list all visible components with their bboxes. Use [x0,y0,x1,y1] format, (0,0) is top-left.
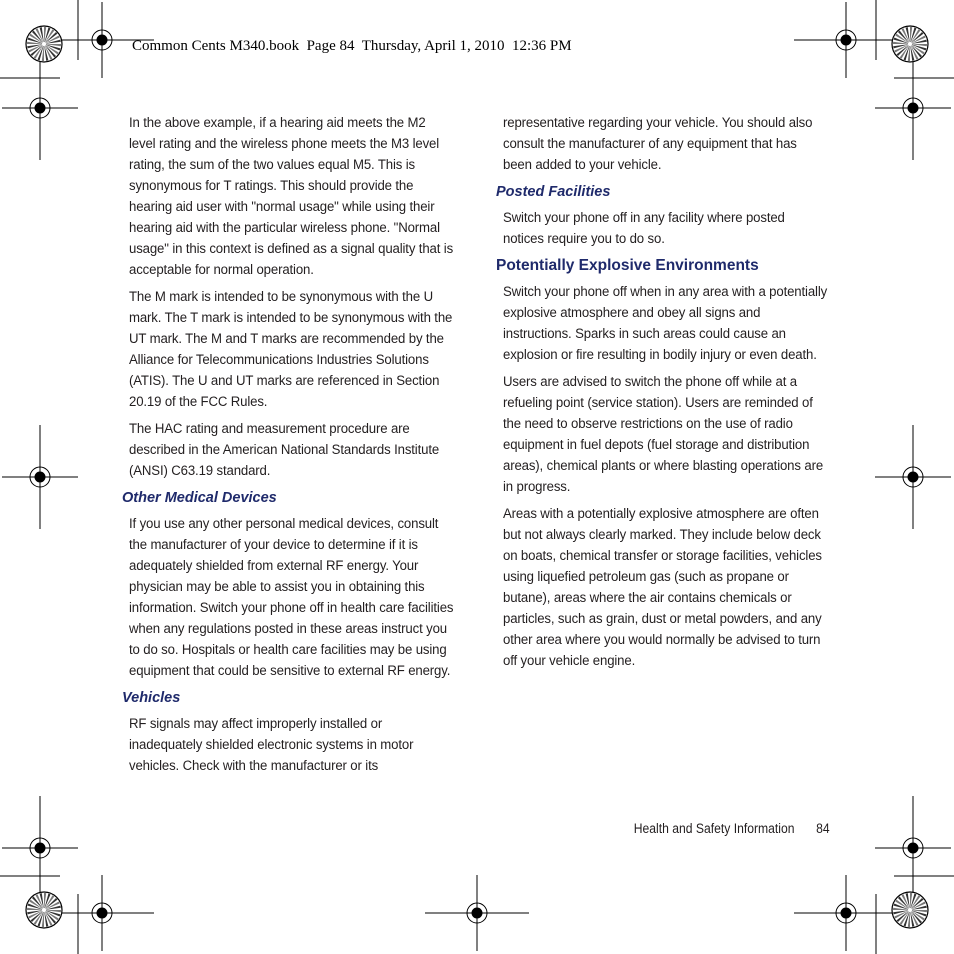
paragraph-refueling-point: Users are advised to switch the phone off while at a refueling point (service station). Users are reminded of the need to observe restrictions on the use of radio equipment in fuel depots (fuel storage and distribution areas), chemical plants or where blasting operations are in progress. [503,374,824,495]
star-target-mark [892,26,928,62]
star-target-mark [892,892,928,928]
registration-mark [50,875,154,951]
book-header: Common Cents M340.book Page 84 Thursday, April 1, 2010 12:36 PM [132,38,572,54]
paragraph-hac-rating: The HAC rating and measurement procedure are described in the American National Standards Institute (ANSI) C63.19 standard. [129,421,440,479]
paragraph-explosive-areas: Areas with a potentially explosive atmosphere are often but not always clearly marked. They include below deck on boats, chemical transfer or storage facilities, vehicles using liquefied petroleum gas (such as propane or butane), areas where the air contains chemicals or particles, such as grain, dust or metal powders, and any other area where you would normally be advised to turn off your vehicle engine. [503,506,822,669]
paragraph-vehicles: RF signals may affect improperly installed or inadequately shielded electronic systems in motor vehicles. Check with the manufacturer or its [129,716,414,774]
left-column [122,113,460,783]
paragraph-m-t-rating-example: In the above example, if a hearing aid meets the M2 level rating and the wireless phone meets the M3 level rating, the sum of the two values equal M5. This is synonymous for T ratings. This should provide the hearing aid user with "normal usage" while using their hearing aid with the particular wireless phone. "Normal usage" in this context is defined as a signal quality that is acceptable for normal operation. [129,115,454,278]
heading-other-medical-devices: Other Medical Devices [122,490,277,506]
registration-mark [875,56,951,160]
registration-mark [794,2,898,78]
paragraph-explosive-signs: Switch your phone off when in any area with a potentially explosive atmosphere and obey all signs and instructions. Sparks in such areas could cause an explosion or fire resulting in bodily injury or even death. [503,284,828,363]
heading-potentially-explosive-environments: Potentially Explosive Environments [496,257,759,274]
footer-section-title: Health and Safety Information [634,821,795,836]
right-column [496,113,836,678]
page-number: 84 [816,821,830,836]
registration-mark [875,796,951,900]
registration-mark [794,875,898,951]
registration-mark [425,875,529,951]
registration-mark [2,796,78,900]
paragraph-vehicles-continued: representative regarding your vehicle. You should also consult the manufacturer of any equipment that has been added to your vehicle. [503,115,813,173]
registration-mark [875,425,951,529]
star-target-mark [26,892,62,928]
star-target-mark [26,26,62,62]
paragraph-posted-facilities: Switch your phone off in any facility where posted notices require you to do so. [503,210,785,247]
registration-mark [2,56,78,160]
heading-posted-facilities: Posted Facilities [496,184,611,200]
page-footer [634,821,830,836]
registration-mark [2,425,78,529]
paragraph-other-medical-devices: If you use any other personal medical devices, consult the manufacturer of your device to determine if it is adequately shielded from external RF energy. Your physician may be able to assist you in obtaining this information. Switch your phone off in health care facilities when any regulations posted in these areas instruct you to do so. Hospitals or health care facilities may be using equipment that could be sensitive to external RF energy. [129,516,454,679]
heading-vehicles: Vehicles [122,690,181,706]
paragraph-m-t-marks: The M mark is intended to be synonymous with the U mark. The T mark is intended to be synonymous with the UT mark. The M and T marks are recommended by the Alliance for Telecommunications Industries Solutions (ATIS). The U and UT marks are referenced in Section 20.19 of the FCC Rules. [129,289,453,410]
